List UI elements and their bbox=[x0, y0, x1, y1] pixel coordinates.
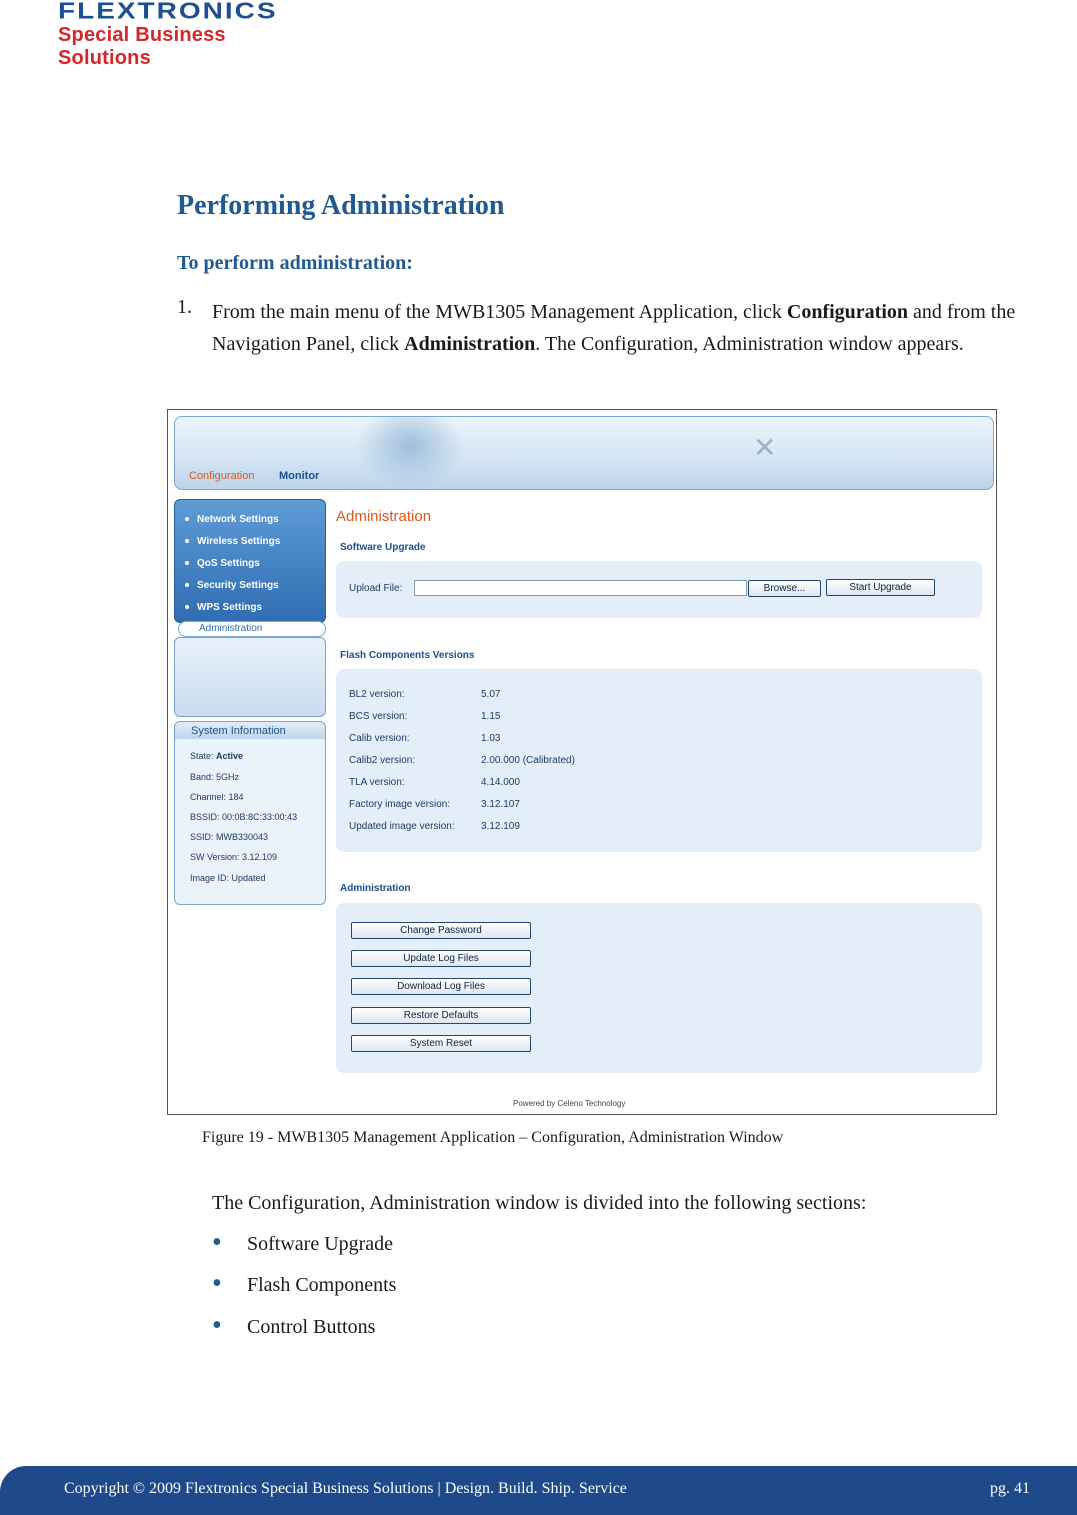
procedure-title: To perform administration: bbox=[177, 252, 413, 274]
software-upgrade-title: Software Upgrade bbox=[340, 542, 426, 553]
body-paragraph: The Configuration, Administration window is divided into the following sections: bbox=[212, 1192, 867, 1214]
logo-division: Special Business Solutions bbox=[58, 24, 226, 69]
nav-item-wireless-settings[interactable]: Wireless Settings bbox=[185, 536, 280, 547]
system-bssid: BSSID: 00:0B:8C:33:00:43 bbox=[190, 812, 298, 822]
page-footer bbox=[0, 1466, 1077, 1515]
flash-value: 1.03 bbox=[481, 733, 501, 744]
system-sw-version: SW Version: 3.12.109 bbox=[190, 852, 278, 862]
banner-logo-icon: ✕ bbox=[753, 432, 777, 463]
flash-label: BCS version: bbox=[349, 711, 408, 722]
system-reset-button[interactable]: System Reset bbox=[351, 1035, 531, 1052]
step-text: From the main menu of the MWB1305 Management Application, click Configuration and from the Navigation Panel, click Administration. The Configuration, Administration window appears. bbox=[212, 301, 1016, 355]
flash-versions-title: Flash Components Versions bbox=[340, 650, 475, 661]
flash-label: Factory image version: bbox=[349, 799, 451, 810]
flash-value: 5.07 bbox=[481, 689, 501, 700]
flash-label: Calib version: bbox=[349, 733, 410, 744]
company-logo bbox=[58, 0, 320, 69]
bullet-icon bbox=[185, 539, 189, 543]
system-info-header: System Information bbox=[174, 721, 326, 741]
flash-label: Updated image version: bbox=[349, 821, 455, 832]
system-ssid: SSID: MWB330043 bbox=[190, 832, 269, 842]
system-state: State: Active bbox=[190, 751, 244, 761]
nav-item-administration[interactable]: Administration bbox=[178, 621, 326, 637]
flash-value: 3.12.109 bbox=[481, 821, 520, 832]
page-title: Administration bbox=[336, 508, 432, 525]
bullet-icon bbox=[185, 583, 189, 587]
bullet-icon: • bbox=[212, 1310, 222, 1341]
bullet-icon bbox=[185, 561, 189, 565]
system-image-id: Image ID: Updated bbox=[190, 873, 266, 883]
navigation-panel bbox=[174, 499, 326, 623]
start-upgrade-button[interactable]: Start Upgrade bbox=[826, 579, 935, 596]
update-log-files-button[interactable]: Update Log Files bbox=[351, 950, 531, 967]
banner-image bbox=[355, 417, 465, 489]
nav-item-qos-settings[interactable]: QoS Settings bbox=[185, 558, 260, 569]
flash-value: 4.14.000 bbox=[481, 777, 520, 788]
logo-brand: FLEXTRONICS bbox=[58, 0, 278, 24]
tab-monitor[interactable]: Monitor bbox=[279, 470, 320, 482]
nav-item-security-settings[interactable]: Security Settings bbox=[185, 580, 279, 591]
step-bold-administration: Administration bbox=[404, 333, 536, 355]
flash-value: 1.15 bbox=[481, 711, 501, 722]
upload-file-label: Upload File: bbox=[349, 583, 403, 594]
nav-panel-empty bbox=[174, 637, 326, 717]
flash-label: BL2 version: bbox=[349, 689, 405, 700]
administration-title: Administration bbox=[340, 883, 411, 894]
system-band: Band: 5GHz bbox=[190, 772, 240, 782]
bullet-icon bbox=[185, 605, 189, 609]
nav-item-network-settings[interactable]: Network Settings bbox=[185, 514, 279, 525]
section-title: Performing Administration bbox=[177, 190, 505, 221]
flash-label: TLA version: bbox=[349, 777, 405, 788]
app-banner bbox=[174, 416, 994, 490]
restore-defaults-button[interactable]: Restore Defaults bbox=[351, 1007, 531, 1024]
bullet-icon bbox=[185, 517, 189, 521]
browse-button[interactable]: Browse... bbox=[748, 580, 821, 597]
system-channel: Channel: 184 bbox=[190, 792, 244, 802]
page-number: pg. 41 bbox=[990, 1480, 1030, 1497]
download-log-files-button[interactable]: Download Log Files bbox=[351, 978, 531, 995]
flash-value: 2.00.000 (Calibrated) bbox=[481, 755, 575, 766]
powered-by: Powered by Celeno Technology bbox=[513, 1099, 626, 1108]
bullet-icon: • bbox=[212, 1227, 222, 1258]
figure-caption: Figure 19 - MWB1305 Management Application – Configuration, Administration Window bbox=[202, 1129, 784, 1146]
step-number: 1. bbox=[177, 296, 192, 318]
tab-configuration[interactable]: Configuration bbox=[189, 470, 255, 482]
flash-label: Calib2 version: bbox=[349, 755, 416, 766]
flash-value: 3.12.107 bbox=[481, 799, 520, 810]
upload-file-input[interactable] bbox=[414, 580, 747, 596]
system-info-panel bbox=[174, 739, 326, 905]
nav-item-wps-settings[interactable]: WPS Settings bbox=[185, 602, 262, 613]
figure-screenshot bbox=[167, 409, 997, 1115]
change-password-button[interactable]: Change Password bbox=[351, 922, 531, 939]
step-bold-configuration: Configuration bbox=[786, 301, 909, 323]
bullet-icon: • bbox=[212, 1268, 222, 1299]
footer-copyright: Copyright © 2009 Flextronics Special Business Solutions | Design. Build. Ship. Service bbox=[64, 1480, 627, 1497]
